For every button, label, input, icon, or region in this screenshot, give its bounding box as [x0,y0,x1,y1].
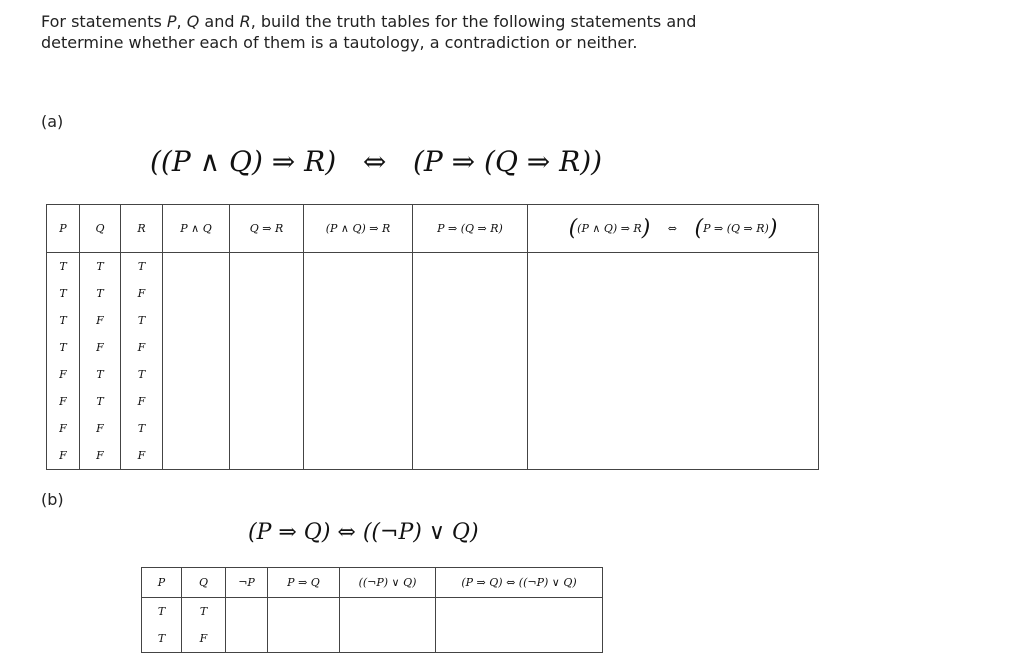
answer-cell[interactable] [436,625,603,653]
part-a-label: (a) [41,112,64,131]
intro-text-3: , build the truth tables for the following statements and [250,12,697,31]
var-q: Q [186,12,200,31]
table-row [142,598,603,626]
col-header-q: Q [182,568,226,598]
answer-cell[interactable] [304,415,413,442]
answer-cell[interactable] [230,442,304,470]
cell-p: F [47,415,80,442]
intro-text-1: For statements [41,12,167,31]
answer-cell[interactable] [163,415,230,442]
answer-cell[interactable] [528,280,819,307]
cell-q: F [80,334,121,361]
var-p: P [166,12,177,31]
truth-table-a [46,204,819,470]
answer-cell[interactable] [304,442,413,470]
answer-cell[interactable] [230,253,304,281]
cell-p: T [47,253,80,281]
part-b-formula: (P ⇒ Q) ⇔ ((¬P) ∨ Q) [248,520,479,545]
cell-p: F [47,361,80,388]
col-header-p-implies-q: P ⇒ Q [268,568,340,598]
answer-cell[interactable] [413,415,528,442]
cell-q: T [80,361,121,388]
table-row [142,625,603,653]
table-row [47,280,819,307]
cell-p: T [47,307,80,334]
cell-q: F [80,442,121,470]
answer-cell[interactable] [230,415,304,442]
cell-q: F [80,307,121,334]
answer-cell[interactable] [528,307,819,334]
cell-q: T [80,388,121,415]
col-header-pq-implies-r: (P ∧ Q) ⇒ R [304,205,413,253]
answer-cell[interactable] [413,280,528,307]
answer-cell[interactable] [163,442,230,470]
intro-text-4: determine whether each of them is a tautology, a contradiction or neither. [41,33,638,52]
answer-cell[interactable] [163,280,230,307]
table-row [47,361,819,388]
answer-cell[interactable] [230,280,304,307]
cell-p: T [47,280,80,307]
col-header-p-and-q: P ∧ Q [163,205,230,253]
part-a-formula: ((P ∧ Q) ⇒ R) ⇔ (P ⇒ (Q ⇒ R)) [150,145,603,178]
cell-r: F [121,334,163,361]
answer-cell[interactable] [230,334,304,361]
cell-r: F [121,442,163,470]
answer-cell[interactable] [230,307,304,334]
col-header-q-implies-r: Q ⇒ R [230,205,304,253]
big-iff: ⇔ [667,222,678,235]
answer-cell[interactable] [304,388,413,415]
col-header-biconditional: (P ⇒ Q) ⇔ ((¬P) ∨ Q) [436,568,603,598]
cell-p: F [47,442,80,470]
col-header-q: Q [80,205,121,253]
col-header-p-implies-qr: P ⇒ (Q ⇒ R) [413,205,528,253]
table-header-row [47,205,819,253]
paren-close-left: ) [641,216,651,241]
cell-p: T [142,625,182,653]
answer-cell[interactable] [304,307,413,334]
cell-p: T [142,598,182,626]
col-header-r: R [121,205,163,253]
answer-cell[interactable] [413,442,528,470]
big-left-inner: (P ∧ Q) ⇒ R [577,222,642,235]
answer-cell[interactable] [304,361,413,388]
cell-p: T [47,334,80,361]
truth-table-b [141,567,603,653]
problem-statement [41,11,741,53]
answer-cell[interactable] [528,415,819,442]
cell-q: T [80,280,121,307]
answer-cell[interactable] [413,361,528,388]
answer-cell[interactable] [528,388,819,415]
cell-q: F [80,415,121,442]
col-header-not-p: ¬P [226,568,268,598]
answer-cell[interactable] [230,388,304,415]
col-header-p: P [47,205,80,253]
answer-cell[interactable] [163,388,230,415]
answer-cell[interactable] [268,625,340,653]
cell-r: T [121,253,163,281]
part-b-label: (b) [41,490,64,509]
answer-cell[interactable] [340,598,436,626]
var-r: R [239,12,251,31]
table-row [47,334,819,361]
cell-r: T [121,307,163,334]
answer-cell[interactable] [436,598,603,626]
cell-r: T [121,361,163,388]
answer-cell[interactable] [226,625,268,653]
answer-cell[interactable] [163,361,230,388]
answer-cell[interactable] [413,388,528,415]
answer-cell[interactable] [528,442,819,470]
answer-cell[interactable] [340,625,436,653]
paren-open-left: ( [568,216,578,241]
col-header-p: P [142,568,182,598]
paren-close-right: ) [768,216,778,241]
table-row [47,388,819,415]
intro-sep: , [176,12,187,31]
answer-cell[interactable] [413,334,528,361]
answer-cell[interactable] [413,307,528,334]
table-row [47,442,819,470]
paren-open-right: ( [694,216,704,241]
answer-cell[interactable] [304,334,413,361]
col-header-biconditional [528,205,819,253]
table-header-row [142,568,603,598]
col-header-not-p-or-q: ((¬P) ∨ Q) [340,568,436,598]
cell-p: F [47,388,80,415]
intro-text-2: and [199,12,240,31]
cell-r: F [121,388,163,415]
big-right-inner: P ⇒ (Q ⇒ R) [703,222,769,235]
answer-cell[interactable] [226,598,268,626]
answer-cell[interactable] [163,253,230,281]
answer-cell[interactable] [230,361,304,388]
answer-cell[interactable] [413,253,528,281]
answer-cell[interactable] [268,598,340,626]
answer-cell[interactable] [528,334,819,361]
answer-cell[interactable] [304,280,413,307]
cell-q: F [182,625,226,653]
cell-q: T [80,253,121,281]
table-row [47,415,819,442]
table-row [47,253,819,281]
answer-cell[interactable] [304,253,413,281]
table-row [47,307,819,334]
answer-cell[interactable] [528,253,819,281]
cell-r: T [121,415,163,442]
answer-cell[interactable] [163,307,230,334]
answer-cell[interactable] [163,334,230,361]
cell-r: F [121,280,163,307]
answer-cell[interactable] [528,361,819,388]
cell-q: T [182,598,226,626]
